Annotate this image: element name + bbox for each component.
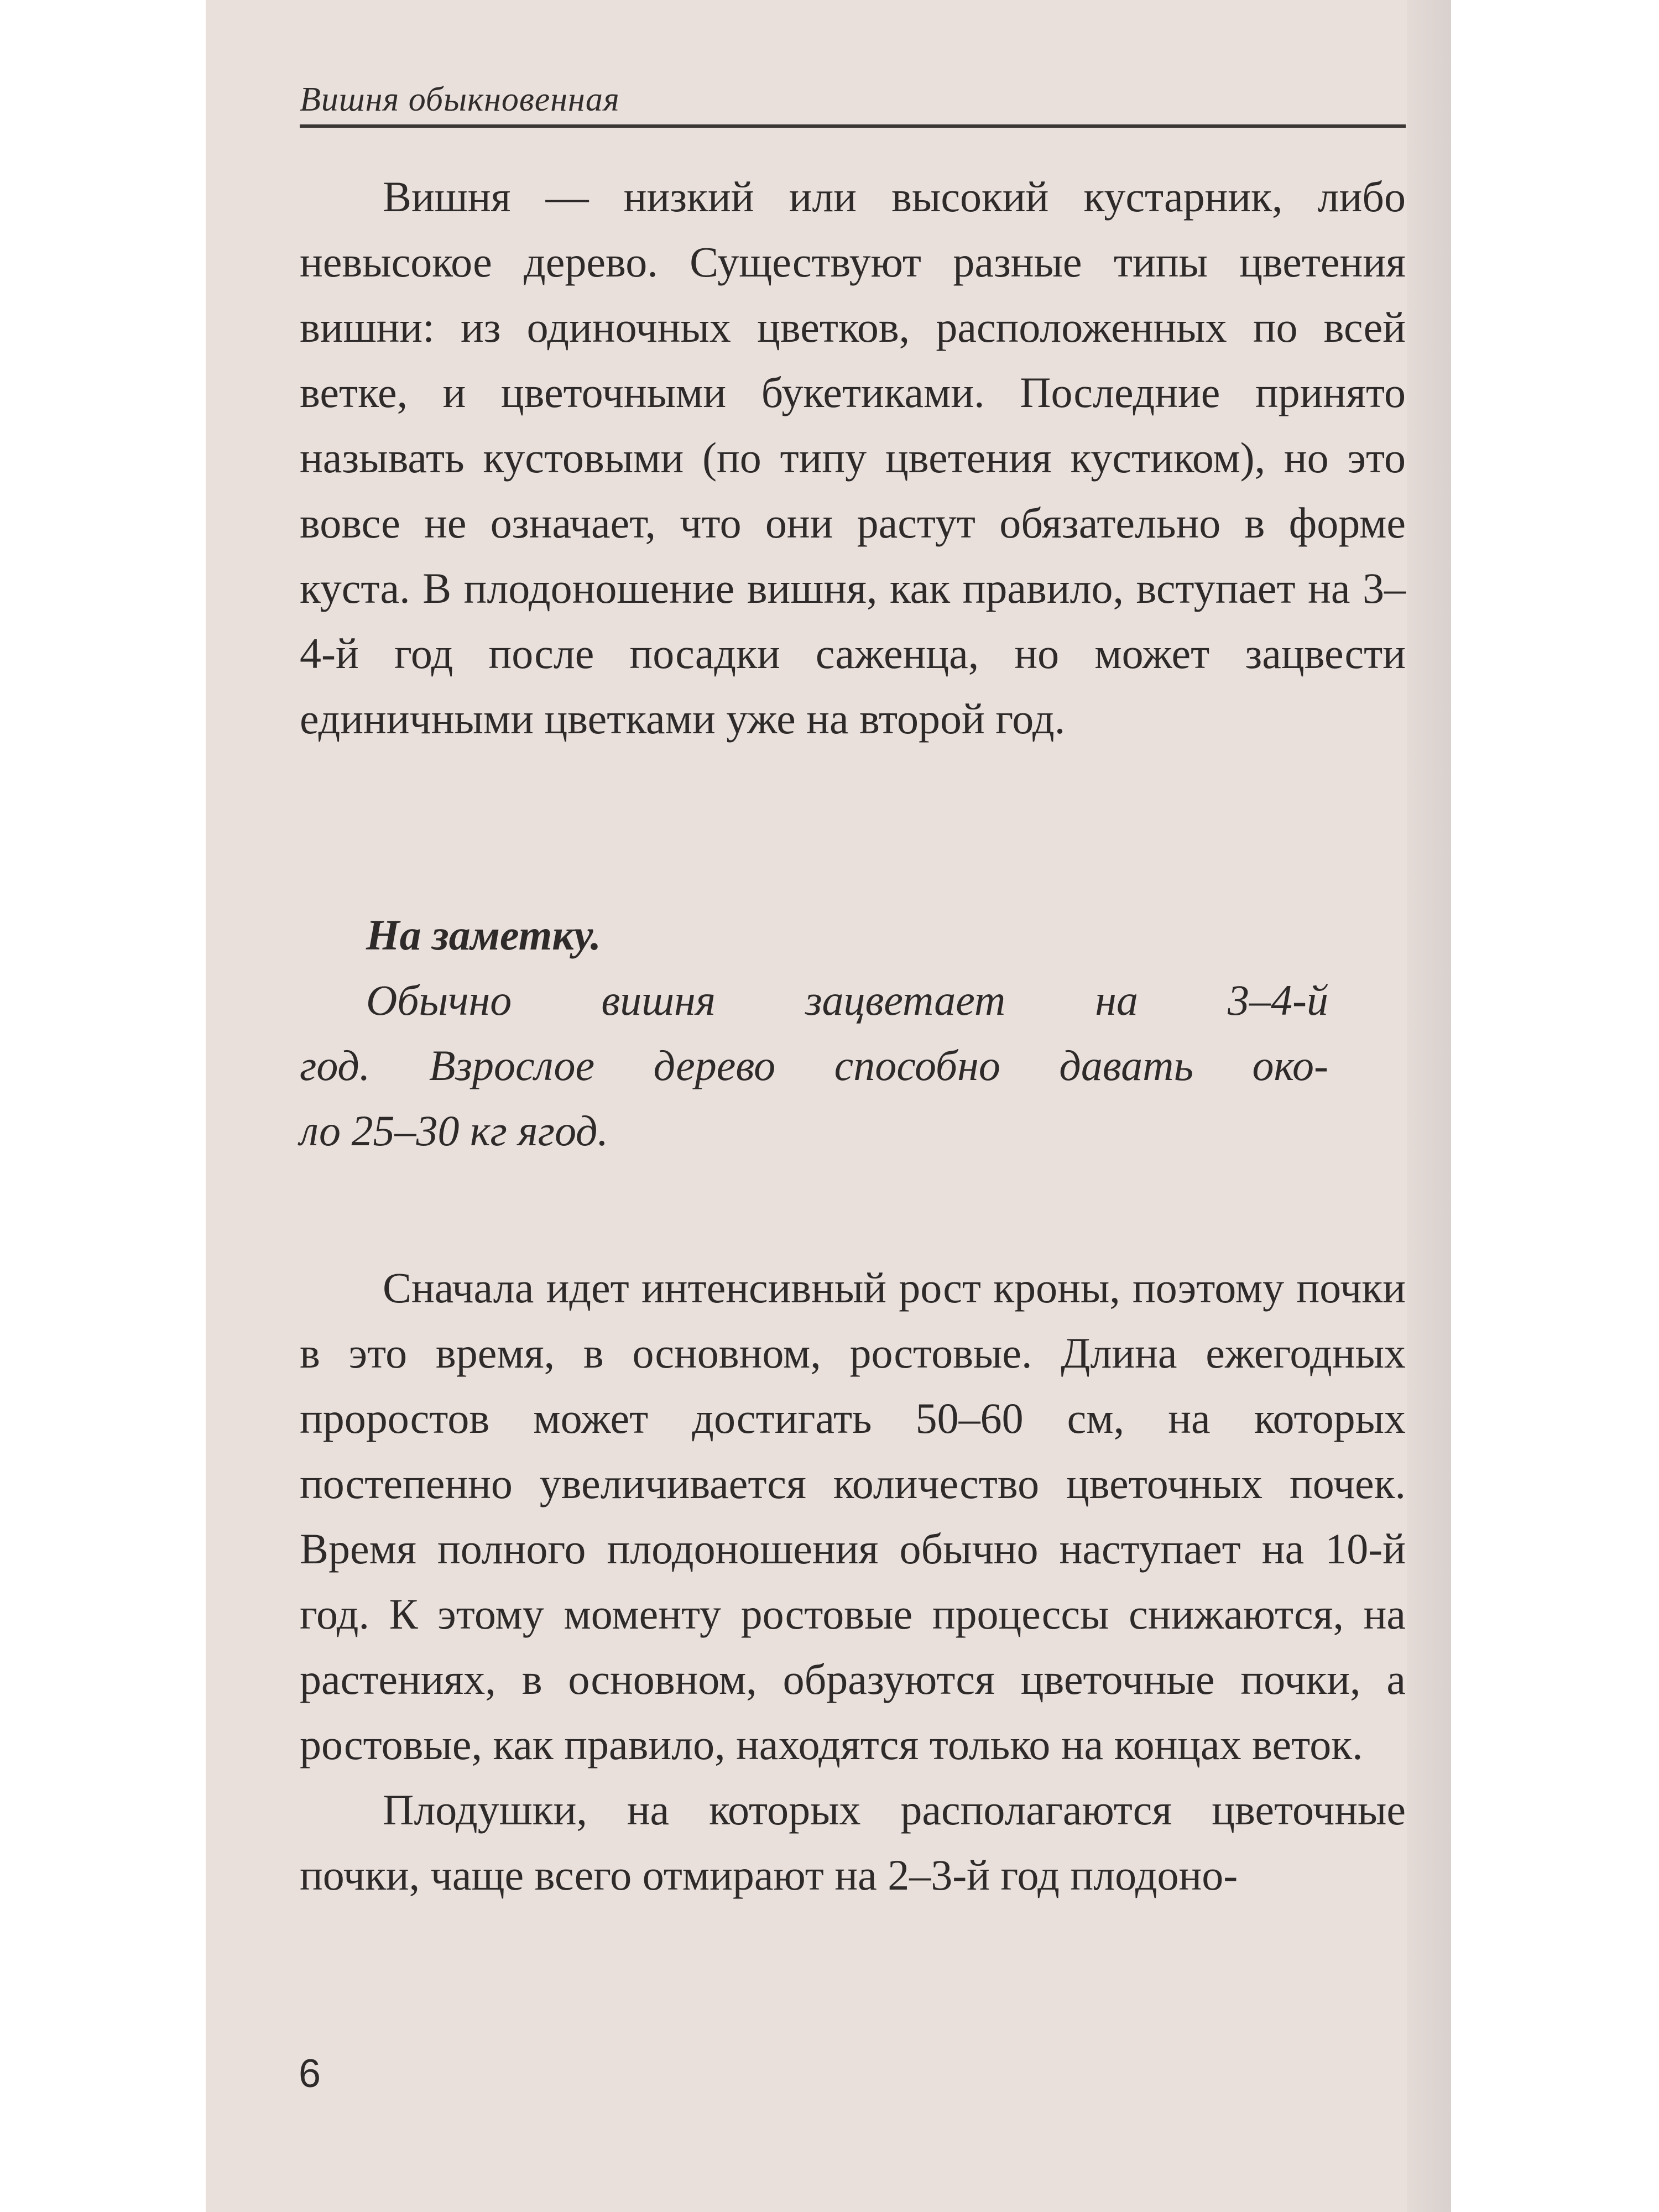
paragraph-2: Сначала идет интенсивный рост кроны, поэтому почки в это время, в основном, ростовые. Длина ежегодных проростов может достигать 50–60 см, на которых постепенно увеличивается количество цветочных почек. Время полного плодоношения обычно наступает на 10-й год. К этому моменту ростовые процессы снижаются, на растениях, в основном, образуются цветочные почки, а ростовые, как правило, находятся только на концах веток. <box>300 1264 1406 1768</box>
note-box <box>300 902 1328 1164</box>
page-number: 6 <box>299 2052 321 2096</box>
note-line-2: год. Взрослое дерево способно давать око- <box>300 1041 1328 1089</box>
header-rule <box>300 124 1406 128</box>
book-page <box>206 0 1451 2212</box>
paragraph-3: Плодушки, на которых располагаются цветочные почки, чаще всего отмирают на 2–3-й год плодоно- <box>300 1786 1406 1899</box>
note-line-3: ло 25–30 кг ягод. <box>300 1107 608 1155</box>
paragraph-1: Вишня — низкий или высокий кустарник, либо невысокое дерево. Существуют разные типы цветения вишни: из одиночных цветков, расположенных по всей ветке, и цветочными букетиками. Последние принято называть кустовыми (по типу цветения кустиком), но это вовсе не означает, что они растут обязательно в форме куста. В плодоношение вишня, как правило, вступает на 3–4-й год после посадки саженца, но может зацвести единичными цветками уже на второй год. <box>300 173 1406 743</box>
paragraph-block-1 <box>300 164 1406 752</box>
paragraph-block-2 <box>300 1255 1406 1908</box>
note-title: На заметку. <box>366 911 602 959</box>
running-head: Вишня обыкновенная <box>300 81 620 118</box>
page-edge-shadow <box>1407 0 1451 2212</box>
note-line-1: Обычно вишня зацветает на 3–4-й <box>366 976 1328 1024</box>
note-text <box>300 968 1328 1164</box>
